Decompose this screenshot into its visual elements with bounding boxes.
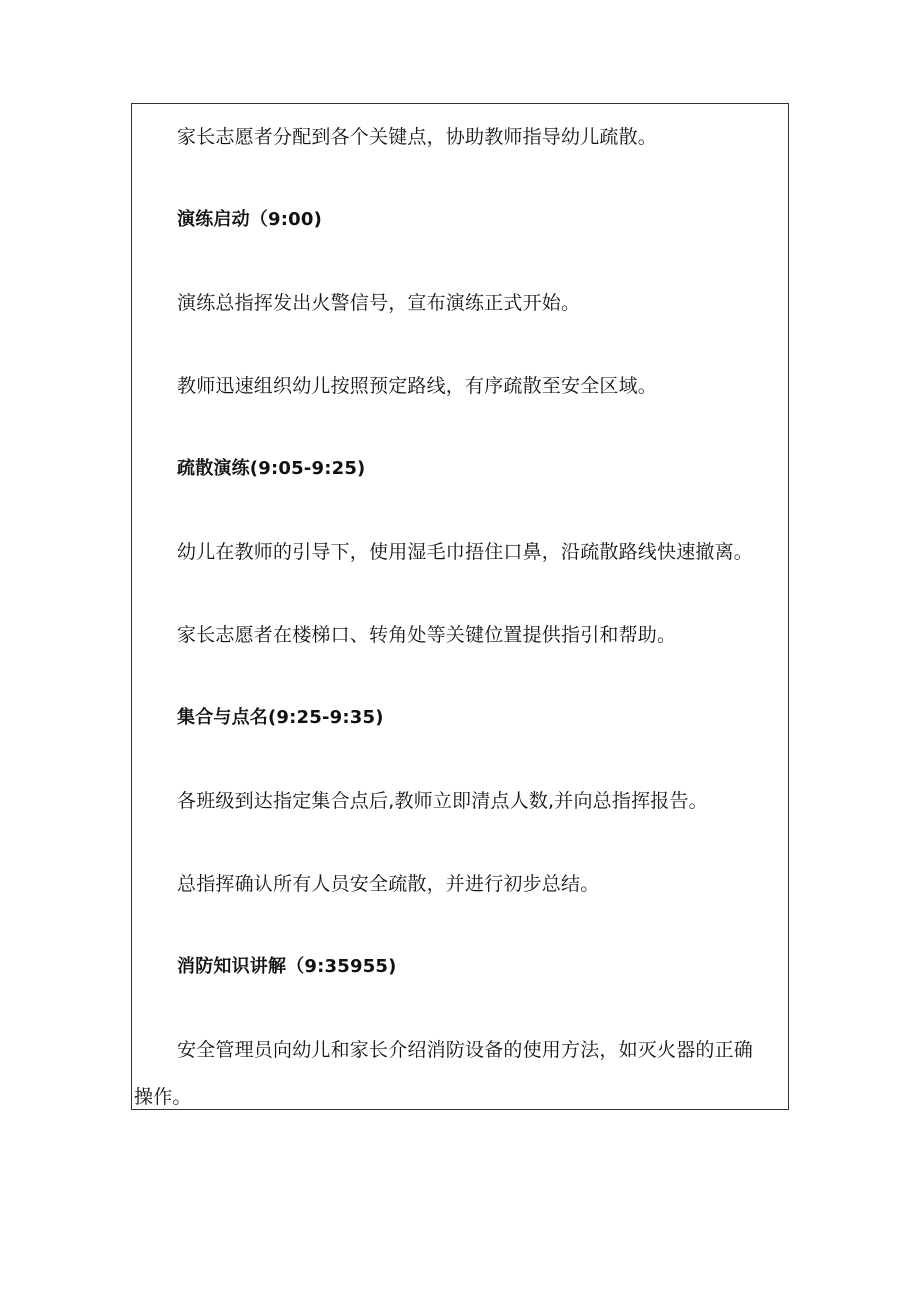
heading-drill-start: 演练启动（9:00) xyxy=(177,209,322,230)
heading-fire-knowledge: 消防知识讲解（9:35955) xyxy=(177,956,397,977)
heading-assembly-rollcall: 集合与点名(9:25-9:35) xyxy=(177,707,384,728)
paragraph-volunteer-assignment: 家长志愿者分配到各个关键点，协助教师指导幼儿疏散。 xyxy=(177,126,658,148)
paragraph-headcount: 各班级到达指定集合点后,教师立即清点人数,并向总指挥报告。 xyxy=(177,790,708,812)
paragraph-alarm-signal: 演练总指挥发出火警信号，宣布演练正式开始。 xyxy=(177,292,581,314)
paragraph-children-evacuate: 幼儿在教师的引导下，使用湿毛巾捂住口鼻，沿疏散路线快速撤离。 xyxy=(177,541,754,563)
paragraph-volunteer-guidance: 家长志愿者在楼梯口、转角处等关键位置提供指引和帮助。 xyxy=(177,624,677,646)
paragraph-teacher-organize: 教师迅速组织幼儿按照预定路线，有序疏散至安全区域。 xyxy=(177,375,658,397)
paragraph-commander-confirm: 总指挥确认所有人员安全疏散，并进行初步总结。 xyxy=(177,873,600,895)
paragraph-safety-manager: 安全管理员向幼儿和家长介绍消防设备的使用方法，如灭火器的正确 xyxy=(177,1039,754,1061)
document-frame xyxy=(131,103,789,1110)
heading-evacuation-drill: 疏散演练(9:05-9:25) xyxy=(177,458,366,479)
paragraph-safety-manager-continued: 操作。 xyxy=(134,1086,192,1108)
